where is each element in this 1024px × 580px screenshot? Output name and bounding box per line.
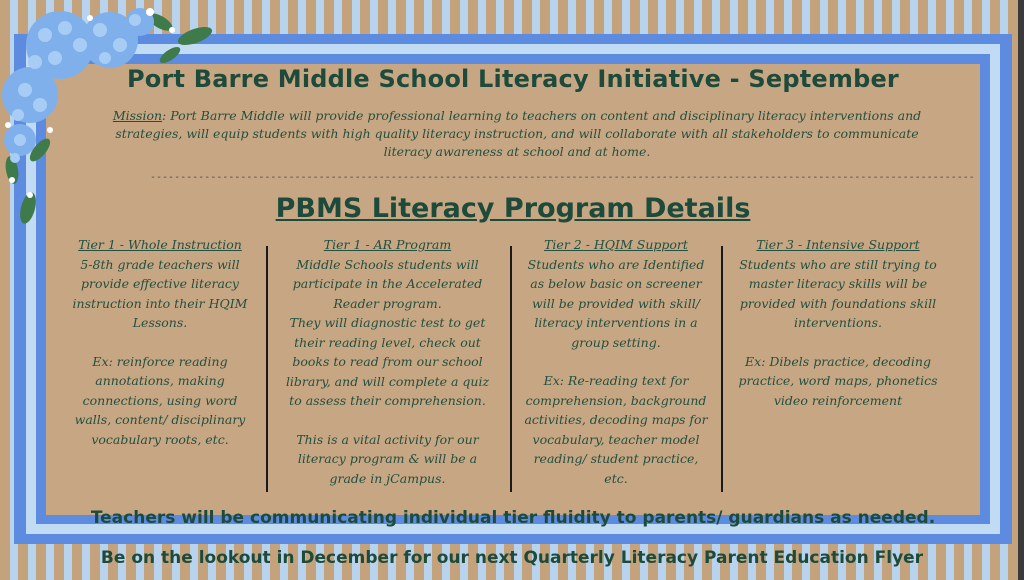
tier1-whole-instruction-column (70, 235, 250, 449)
tier2-hqim-support-column (523, 235, 709, 488)
column-divider (721, 246, 723, 492)
dashed-divider: ----------------------------------------------------------------------------------------------------------------------------------------- (150, 172, 975, 183)
mission-label: Mission (112, 108, 163, 123)
footer-tier-fluidity-note: Teachers will be communicating individual tier fluidity to parents/ guardians as needed. (90, 508, 936, 528)
column-example: Ex: Dibels practice, decoding practice, word maps, phonetics video reinforcement (738, 353, 938, 408)
tier3-intensive-support-column (738, 235, 938, 410)
page-title: Port Barre Middle School Literacy Initiative - September (127, 65, 899, 93)
column-body-2: They will diagnostic test to get their reading level, check out books to read from our school library, and will complete a quiz to assess their comprehension. (285, 315, 490, 408)
column-body: Students who are Identified as below basic on screener will be provided with skill/ literacy interventions in a group setting. (527, 256, 705, 350)
column-body: Students who are still trying to master literacy skills will be provided with foundations skill interventions. (739, 256, 937, 330)
column-heading: Tier 1 - Whole Instruction (78, 237, 242, 252)
column-example: This is a vital activity for our literacy program & will be a grade in jCampus. (296, 431, 479, 486)
column-heading: Tier 1 - AR Program (323, 237, 452, 252)
column-body: Middle Schools students will participate in the Accelerated Reader program. (292, 256, 483, 311)
tier1-ar-program-column (280, 235, 495, 488)
column-body: 5-8th grade teachers will provide effective literacy instruction into their HQIM Lessons. (72, 256, 248, 330)
section-subtitle: PBMS Literacy Program Details (275, 193, 751, 224)
column-example: Ex: reinforce reading annotations, making connections, using word walls, content/ disciplinary vocabulary roots, etc. (74, 353, 246, 447)
column-heading: Tier 2 - HQIM Support (544, 237, 688, 252)
window-edge (1018, 0, 1024, 580)
column-heading: Tier 3 - Intensive Support (756, 237, 920, 252)
column-example: Ex: Re-reading text for comprehension, background activities, decoding maps for vocabulary, teacher model reading/ student practice, etc. (524, 373, 708, 486)
column-divider (266, 246, 268, 492)
footer-next-flyer-note: Be on the lookout in December for our next Quarterly Literacy Parent Education Flyer (100, 548, 924, 568)
column-divider (510, 246, 512, 492)
blue-hydrangea-flowers-icon (0, 0, 220, 230)
mission-text: : Port Barre Middle will provide professional learning to teachers on content and disciplinary literacy interventions and strategies, will equip students with high quality literacy instruction, and will collaborate with all stakeholders to communicate literacy awareness at school and at home. (115, 108, 922, 159)
